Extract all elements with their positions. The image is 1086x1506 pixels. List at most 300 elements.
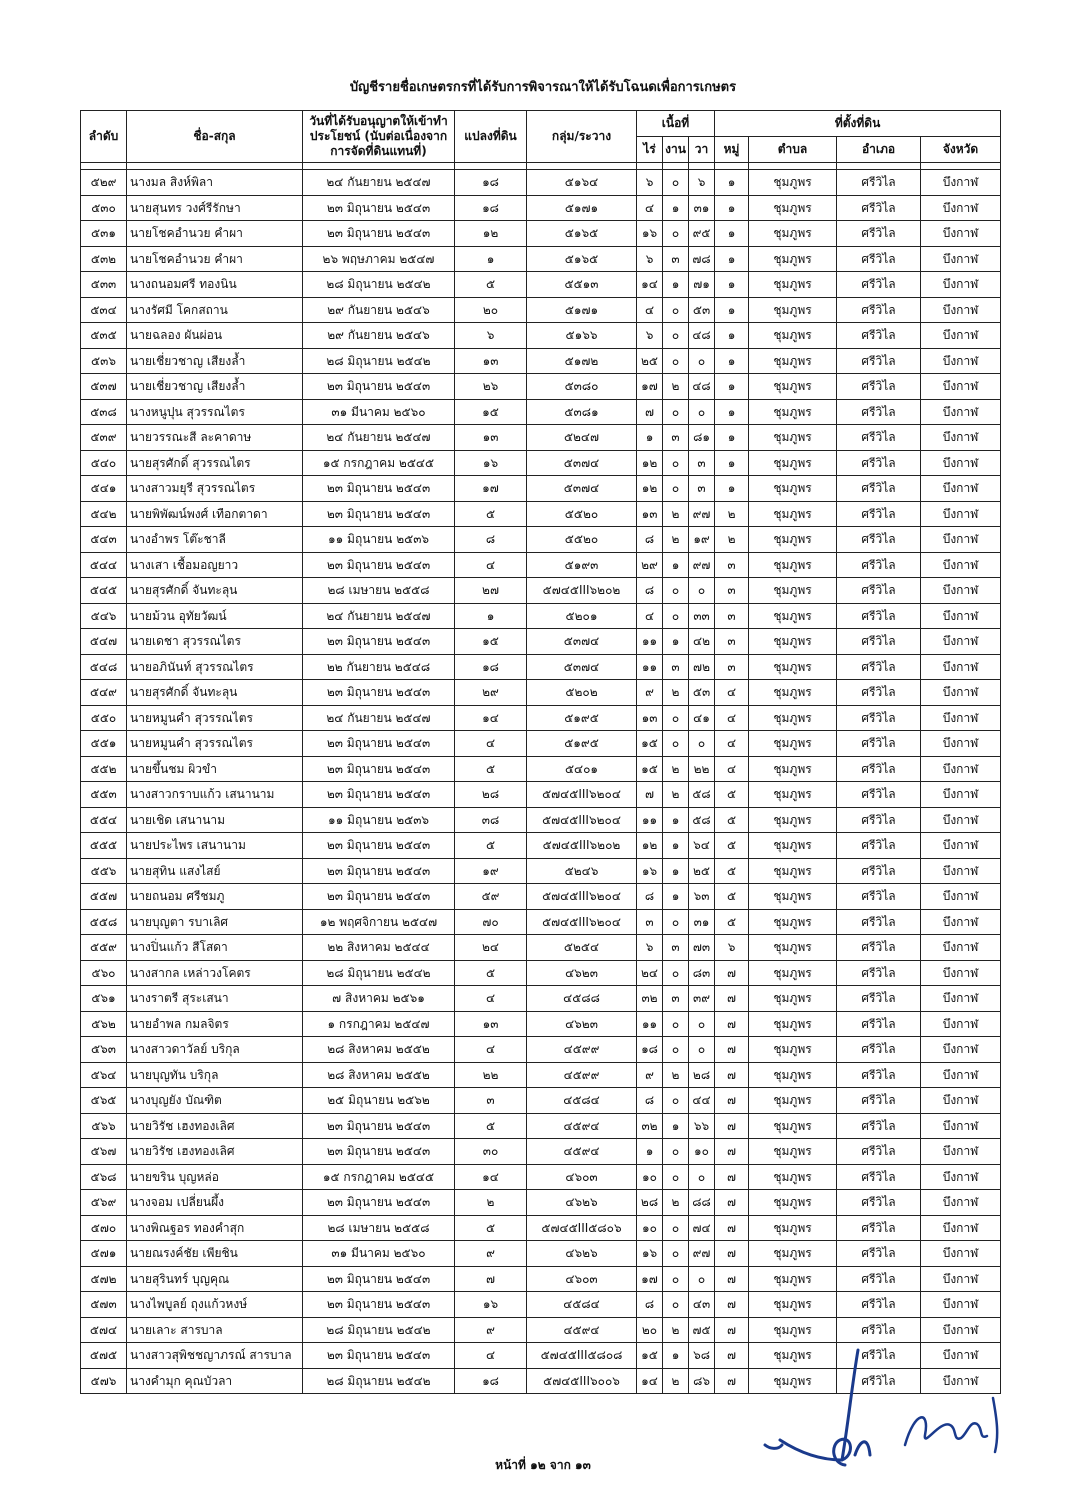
cell-wa: ๒๘ bbox=[689, 1062, 715, 1088]
cell-rai: ๗ bbox=[637, 782, 663, 808]
cell-amphoe: ศรีวิไล bbox=[837, 629, 921, 655]
cell-wa: ๕๓ bbox=[689, 297, 715, 323]
cell-rai: ๙ bbox=[637, 1062, 663, 1088]
cell-name: นายเดชา สุวรรณไตร bbox=[127, 629, 303, 655]
cell-ngan: ๐ bbox=[663, 578, 689, 604]
cell-rai: ๑๖ bbox=[637, 221, 663, 247]
cell-tambon: ชุมภูพร bbox=[749, 1011, 837, 1037]
cell-amphoe: ศรีวิไล bbox=[837, 680, 921, 706]
cell-ngan: ๑ bbox=[663, 1113, 689, 1139]
cell-wa: ๗๕ bbox=[689, 1317, 715, 1343]
table-row bbox=[81, 986, 1001, 1012]
cell-province: บึงกาฬ bbox=[921, 1317, 1001, 1343]
cell-name: นายโชคอำนวย คำผา bbox=[127, 221, 303, 247]
cell-wa: ๐ bbox=[689, 731, 715, 757]
cell-plot: ๒ bbox=[455, 1190, 527, 1216]
cell-amphoe: ศรีวิไล bbox=[837, 221, 921, 247]
table-row bbox=[81, 578, 1001, 604]
cell-date: ๒๒ กันยายน ๒๕๔๘ bbox=[303, 654, 455, 680]
cell-province: บึงกาฬ bbox=[921, 1241, 1001, 1267]
cell-amphoe: ศรีวิไล bbox=[837, 1241, 921, 1267]
cell-province: บึงกาฬ bbox=[921, 399, 1001, 425]
cell-plot: ๒๔ bbox=[455, 935, 527, 961]
cell-date: ๗ สิงหาคม ๒๕๖๑ bbox=[303, 986, 455, 1012]
cell-province: บึงกาฬ bbox=[921, 782, 1001, 808]
cell-group: ๕๗๔๕III๖๒๐๒ bbox=[527, 578, 637, 604]
cell-wa: ๕๘ bbox=[689, 782, 715, 808]
cell-moo: ๔ bbox=[715, 680, 749, 706]
cell-rai: ๑๕ bbox=[637, 1343, 663, 1369]
cell-moo: ๒ bbox=[715, 501, 749, 527]
cell-moo: ๓ bbox=[715, 629, 749, 655]
cell-group: ๕๑๗๑ bbox=[527, 297, 637, 323]
cell-rai: ๘ bbox=[637, 884, 663, 910]
cell-group: ๕๕๑๓ bbox=[527, 272, 637, 298]
cell-amphoe: ศรีวิไล bbox=[837, 603, 921, 629]
cell-wa: ๗๒ bbox=[689, 654, 715, 680]
cell-rai: ๑๗ bbox=[637, 374, 663, 400]
cell-date: ๑๒ พฤศจิกายน ๒๕๔๗ bbox=[303, 909, 455, 935]
cell-date: ๒๓ มิถุนายน ๒๕๔๓ bbox=[303, 833, 455, 859]
cell-group: ๕๕๒๐ bbox=[527, 501, 637, 527]
cell-ngan: ๑ bbox=[663, 833, 689, 859]
cell-name: นายวรรณะสี ละคาดาษ bbox=[127, 425, 303, 451]
cell-date: ๒๓ มิถุนายน ๒๕๔๓ bbox=[303, 884, 455, 910]
cell-date: ๒๓ มิถุนายน ๒๕๔๓ bbox=[303, 374, 455, 400]
cell-wa: ๓๑ bbox=[689, 195, 715, 221]
cell-moo: ๑ bbox=[715, 297, 749, 323]
cell-seq: ๕๖๑ bbox=[81, 986, 127, 1012]
table-row bbox=[81, 450, 1001, 476]
cell-tambon: ชุมภูพร bbox=[749, 501, 837, 527]
cell-plot: ๑๘ bbox=[455, 654, 527, 680]
cell-moo: ๓ bbox=[715, 603, 749, 629]
header-tambon: ตำบล bbox=[749, 137, 837, 163]
cell-amphoe: ศรีวิไล bbox=[837, 960, 921, 986]
cell-rai: ๑๕ bbox=[637, 756, 663, 782]
cell-amphoe: ศรีวิไล bbox=[837, 1343, 921, 1369]
cell-name: นางสาวสุพิชชญาภรณ์ สารบาล bbox=[127, 1343, 303, 1369]
cell-plot: ๑๘ bbox=[455, 170, 527, 196]
cell-rai: ๓๒ bbox=[637, 1113, 663, 1139]
cell-tambon: ชุมภูพร bbox=[749, 782, 837, 808]
signature-1 bbox=[760, 1345, 900, 1475]
cell-date: ๒๘ มิถุนายน ๒๕๔๒ bbox=[303, 272, 455, 298]
cell-amphoe: ศรีวิไล bbox=[837, 476, 921, 502]
cell-date: ๒๘ มิถุนายน ๒๕๔๒ bbox=[303, 960, 455, 986]
header-area: เนื้อที่ bbox=[637, 111, 715, 137]
cell-wa: ๕๓ bbox=[689, 680, 715, 706]
cell-province: บึงกาฬ bbox=[921, 909, 1001, 935]
cell-ngan: ๐ bbox=[663, 1241, 689, 1267]
table-row bbox=[81, 1190, 1001, 1216]
cell-tambon: ชุมภูพร bbox=[749, 960, 837, 986]
cell-moo: ๑ bbox=[715, 476, 749, 502]
cell-seq: ๕๖๘ bbox=[81, 1164, 127, 1190]
cell-rai: ๑๑ bbox=[637, 807, 663, 833]
cell-moo: ๗ bbox=[715, 1088, 749, 1114]
cell-moo: ๕ bbox=[715, 858, 749, 884]
cell-date: ๒๒ สิงหาคม ๒๕๔๔ bbox=[303, 935, 455, 961]
cell-plot: ๕ bbox=[455, 272, 527, 298]
cell-moo: ๕ bbox=[715, 782, 749, 808]
cell-province: บึงกาฬ bbox=[921, 552, 1001, 578]
cell-plot: ๓๘ bbox=[455, 807, 527, 833]
table-row bbox=[81, 1241, 1001, 1267]
cell-tambon: ชุมภูพร bbox=[749, 756, 837, 782]
cell-ngan: ๒ bbox=[663, 1368, 689, 1394]
cell-date: ๒๕ มิถุนายน ๒๕๖๒ bbox=[303, 1088, 455, 1114]
cell-plot: ๔ bbox=[455, 1343, 527, 1369]
cell-plot: ๒๖ bbox=[455, 374, 527, 400]
cell-tambon: ชุมภูพร bbox=[749, 858, 837, 884]
cell-name: นางราตรี สุระเสนา bbox=[127, 986, 303, 1012]
cell-province: บึงกาฬ bbox=[921, 858, 1001, 884]
cell-group: ๕๒๐๒ bbox=[527, 680, 637, 706]
cell-ngan: ๐ bbox=[663, 1292, 689, 1318]
cell-name: นายสุรินทร์ บุญคุณ bbox=[127, 1266, 303, 1292]
table-row bbox=[81, 756, 1001, 782]
cell-ngan: ๐ bbox=[663, 476, 689, 502]
cell-group: ๕๓๗๔ bbox=[527, 629, 637, 655]
cell-tambon: ชุมภูพร bbox=[749, 450, 837, 476]
cell-group: ๕๒๐๑ bbox=[527, 603, 637, 629]
cell-moo: ๗ bbox=[715, 1011, 749, 1037]
cell-plot: ๔ bbox=[455, 552, 527, 578]
cell-wa: ๔๒ bbox=[689, 629, 715, 655]
table-row bbox=[81, 1062, 1001, 1088]
cell-group: ๕๑๖๖ bbox=[527, 323, 637, 349]
spacer-row bbox=[81, 163, 1001, 170]
cell-ngan: ๐ bbox=[663, 1139, 689, 1165]
cell-group: ๔๖๒๖ bbox=[527, 1241, 637, 1267]
cell-date: ๒๘ สิงหาคม ๒๕๕๒ bbox=[303, 1037, 455, 1063]
table-row bbox=[81, 1037, 1001, 1063]
cell-tambon: ชุมภูพร bbox=[749, 1292, 837, 1318]
cell-amphoe: ศรีวิไล bbox=[837, 1164, 921, 1190]
cell-group: ๕๑๖๕ bbox=[527, 246, 637, 272]
cell-name: นางมล สิงห์พิลา bbox=[127, 170, 303, 196]
cell-plot: ๖ bbox=[455, 323, 527, 349]
cell-province: บึงกาฬ bbox=[921, 1062, 1001, 1088]
cell-plot: ๒๐ bbox=[455, 297, 527, 323]
cell-plot: ๘ bbox=[455, 527, 527, 553]
cell-tambon: ชุมภูพร bbox=[749, 1317, 837, 1343]
cell-name: นายสุนทร วงศ์รีรักษา bbox=[127, 195, 303, 221]
cell-province: บึงกาฬ bbox=[921, 756, 1001, 782]
cell-seq: ๕๕๕ bbox=[81, 833, 127, 859]
cell-amphoe: ศรีวิไล bbox=[837, 756, 921, 782]
cell-moo: ๑ bbox=[715, 221, 749, 247]
cell-tambon: ชุมภูพร bbox=[749, 246, 837, 272]
cell-tambon: ชุมภูพร bbox=[749, 1266, 837, 1292]
cell-tambon: ชุมภูพร bbox=[749, 705, 837, 731]
cell-moo: ๗ bbox=[715, 1164, 749, 1190]
cell-seq: ๕๖๔ bbox=[81, 1062, 127, 1088]
cell-moo: ๗ bbox=[715, 1190, 749, 1216]
cell-rai: ๖ bbox=[637, 170, 663, 196]
cell-plot: ๑๓ bbox=[455, 425, 527, 451]
cell-rai: ๑๑ bbox=[637, 654, 663, 680]
cell-amphoe: ศรีวิไล bbox=[837, 1317, 921, 1343]
cell-moo: ๗ bbox=[715, 1139, 749, 1165]
header-moo: หมู่ bbox=[715, 137, 749, 163]
cell-rai: ๘ bbox=[637, 1292, 663, 1318]
cell-date: ๒๓ มิถุนายน ๒๕๔๓ bbox=[303, 680, 455, 706]
table-row bbox=[81, 348, 1001, 374]
cell-name: นางรัศมี โคกสถาน bbox=[127, 297, 303, 323]
cell-seq: ๕๓๖ bbox=[81, 348, 127, 374]
cell-seq: ๕๖๙ bbox=[81, 1190, 127, 1216]
cell-group: ๕๔๐๑ bbox=[527, 756, 637, 782]
cell-tambon: ชุมภูพร bbox=[749, 348, 837, 374]
table-row bbox=[81, 399, 1001, 425]
cell-seq: ๕๖๖ bbox=[81, 1113, 127, 1139]
table-row bbox=[81, 552, 1001, 578]
header-group: กลุ่ม/ระวาง bbox=[527, 111, 637, 163]
cell-amphoe: ศรีวิไล bbox=[837, 782, 921, 808]
cell-wa: ๙๗ bbox=[689, 501, 715, 527]
cell-moo: ๑ bbox=[715, 195, 749, 221]
cell-name: นายหมูนคำ สุวรรณไตร bbox=[127, 705, 303, 731]
cell-ngan: ๐ bbox=[663, 399, 689, 425]
cell-seq: ๕๔๙ bbox=[81, 680, 127, 706]
cell-wa: ๘๓ bbox=[689, 960, 715, 986]
cell-plot: ๕ bbox=[455, 833, 527, 859]
cell-amphoe: ศรีวิไล bbox=[837, 807, 921, 833]
cell-rai: ๘ bbox=[637, 1088, 663, 1114]
cell-name: นายเชี่ยวชาญ เสียงล้ำ bbox=[127, 374, 303, 400]
cell-ngan: ๐ bbox=[663, 1037, 689, 1063]
cell-name: นางเสา เชื้อมอญยาว bbox=[127, 552, 303, 578]
cell-province: บึงกาฬ bbox=[921, 374, 1001, 400]
cell-seq: ๕๕๑ bbox=[81, 731, 127, 757]
cell-group: ๕๗๔๕III๖๒๐๔ bbox=[527, 909, 637, 935]
cell-province: บึงกาฬ bbox=[921, 195, 1001, 221]
cell-province: บึงกาฬ bbox=[921, 476, 1001, 502]
cell-rai: ๓๒ bbox=[637, 986, 663, 1012]
cell-wa: ๓๙ bbox=[689, 986, 715, 1012]
cell-tambon: ชุมภูพร bbox=[749, 374, 837, 400]
cell-name: นายณรงค์ชัย เพียชิน bbox=[127, 1241, 303, 1267]
cell-name: นายสุทิน แสงไสย์ bbox=[127, 858, 303, 884]
cell-name: นางหนูปุน สุวรรณไตร bbox=[127, 399, 303, 425]
cell-province: บึงกาฬ bbox=[921, 1368, 1001, 1394]
cell-date: ๒๓ มิถุนายน ๒๕๔๓ bbox=[303, 731, 455, 757]
cell-group: ๔๕๘๔ bbox=[527, 1292, 637, 1318]
cell-date: ๒๓ มิถุนายน ๒๕๔๓ bbox=[303, 858, 455, 884]
cell-moo: ๑ bbox=[715, 246, 749, 272]
cell-province: บึงกาฬ bbox=[921, 884, 1001, 910]
cell-wa: ๗๘ bbox=[689, 246, 715, 272]
cell-seq: ๕๗๔ bbox=[81, 1317, 127, 1343]
cell-tambon: ชุมภูพร bbox=[749, 629, 837, 655]
cell-date: ๒๓ มิถุนายน ๒๕๔๓ bbox=[303, 501, 455, 527]
cell-plot: ๕๙ bbox=[455, 884, 527, 910]
cell-ngan: ๒ bbox=[663, 1190, 689, 1216]
cell-date: ๒๘ เมษายน ๒๕๕๘ bbox=[303, 1215, 455, 1241]
cell-amphoe: ศรีวิไล bbox=[837, 527, 921, 553]
cell-plot: ๑๔ bbox=[455, 705, 527, 731]
cell-tambon: ชุมภูพร bbox=[749, 1088, 837, 1114]
cell-rai: ๑๖ bbox=[637, 1241, 663, 1267]
cell-moo: ๗ bbox=[715, 1113, 749, 1139]
cell-moo: ๗ bbox=[715, 1215, 749, 1241]
cell-name: นางพิณฐอร ทองคำสุก bbox=[127, 1215, 303, 1241]
cell-ngan: ๐ bbox=[663, 297, 689, 323]
cell-date: ๒๘ มิถุนายน ๒๕๔๒ bbox=[303, 1368, 455, 1394]
cell-amphoe: ศรีวิไล bbox=[837, 1292, 921, 1318]
cell-name: นายบุญทัน บริกุล bbox=[127, 1062, 303, 1088]
cell-seq: ๕๔๘ bbox=[81, 654, 127, 680]
header-amphoe: อำเภอ bbox=[837, 137, 921, 163]
cell-plot: ๕ bbox=[455, 1215, 527, 1241]
cell-tambon: ชุมภูพร bbox=[749, 654, 837, 680]
cell-tambon: ชุมภูพร bbox=[749, 221, 837, 247]
cell-ngan: ๐ bbox=[663, 705, 689, 731]
cell-rai: ๑๑ bbox=[637, 629, 663, 655]
cell-wa: ๘๖ bbox=[689, 1368, 715, 1394]
table-row bbox=[81, 960, 1001, 986]
cell-name: นายวิรัช เฮงทองเลิศ bbox=[127, 1139, 303, 1165]
cell-rai: ๖ bbox=[637, 323, 663, 349]
cell-tambon: ชุมภูพร bbox=[749, 527, 837, 553]
cell-province: บึงกาฬ bbox=[921, 603, 1001, 629]
table-row bbox=[81, 501, 1001, 527]
cell-moo: ๗ bbox=[715, 1317, 749, 1343]
cell-tambon: ชุมภูพร bbox=[749, 1113, 837, 1139]
cell-group: ๕๗๔๕III๕๘๐๖ bbox=[527, 1215, 637, 1241]
cell-plot: ๔ bbox=[455, 986, 527, 1012]
cell-group: ๔๖๐๓ bbox=[527, 1164, 637, 1190]
cell-province: บึงกาฬ bbox=[921, 425, 1001, 451]
cell-wa: ๐ bbox=[689, 1011, 715, 1037]
cell-date: ๒๓ มิถุนายน ๒๕๔๓ bbox=[303, 1266, 455, 1292]
cell-tambon: ชุมภูพร bbox=[749, 1241, 837, 1267]
cell-tambon: ชุมภูพร bbox=[749, 833, 837, 859]
cell-amphoe: ศรีวิไล bbox=[837, 654, 921, 680]
header-province: จังหวัด bbox=[921, 137, 1001, 163]
cell-province: บึงกาฬ bbox=[921, 1266, 1001, 1292]
header-rai: ไร่ bbox=[637, 137, 663, 163]
cell-ngan: ๐ bbox=[663, 348, 689, 374]
cell-rai: ๖ bbox=[637, 246, 663, 272]
cell-tambon: ชุมภูพร bbox=[749, 935, 837, 961]
cell-date: ๒๓ มิถุนายน ๒๕๔๓ bbox=[303, 476, 455, 502]
cell-province: บึงกาฬ bbox=[921, 246, 1001, 272]
table-row bbox=[81, 1292, 1001, 1318]
table-row bbox=[81, 1266, 1001, 1292]
cell-moo: ๔ bbox=[715, 705, 749, 731]
cell-province: บึงกาฬ bbox=[921, 986, 1001, 1012]
cell-plot: ๒๙ bbox=[455, 680, 527, 706]
cell-amphoe: ศรีวิไล bbox=[837, 170, 921, 196]
cell-group: ๕๓๗๔ bbox=[527, 654, 637, 680]
cell-wa: ๑๐ bbox=[689, 1139, 715, 1165]
cell-rai: ๙ bbox=[637, 680, 663, 706]
cell-moo: ๑ bbox=[715, 272, 749, 298]
table-row bbox=[81, 935, 1001, 961]
cell-wa: ๔๓ bbox=[689, 1292, 715, 1318]
cell-date: ๒๘ เมษายน ๒๕๕๘ bbox=[303, 578, 455, 604]
table-row bbox=[81, 297, 1001, 323]
cell-province: บึงกาฬ bbox=[921, 527, 1001, 553]
cell-seq: ๕๓๐ bbox=[81, 195, 127, 221]
cell-moo: ๑ bbox=[715, 399, 749, 425]
table-row bbox=[81, 680, 1001, 706]
cell-plot: ๙ bbox=[455, 1241, 527, 1267]
cell-wa: ๔๘ bbox=[689, 374, 715, 400]
cell-seq: ๕๗๑ bbox=[81, 1241, 127, 1267]
cell-province: บึงกาฬ bbox=[921, 935, 1001, 961]
cell-group: ๕๗๔๕III๖๒๐๔ bbox=[527, 807, 637, 833]
header-plot: แปลงที่ดิน bbox=[455, 111, 527, 163]
cell-plot: ๕ bbox=[455, 501, 527, 527]
table-row bbox=[81, 1113, 1001, 1139]
cell-amphoe: ศรีวิไล bbox=[837, 348, 921, 374]
cell-amphoe: ศรีวิไล bbox=[837, 297, 921, 323]
cell-plot: ๑ bbox=[455, 603, 527, 629]
cell-wa: ๙๗ bbox=[689, 552, 715, 578]
cell-province: บึงกาฬ bbox=[921, 1113, 1001, 1139]
cell-tambon: ชุมภูพร bbox=[749, 1139, 837, 1165]
cell-plot: ๑๓ bbox=[455, 1011, 527, 1037]
cell-rai: ๒๐ bbox=[637, 1317, 663, 1343]
cell-ngan: ๒ bbox=[663, 1317, 689, 1343]
cell-tambon: ชุมภูพร bbox=[749, 1037, 837, 1063]
cell-group: ๔๖๐๓ bbox=[527, 1266, 637, 1292]
cell-seq: ๕๕๔ bbox=[81, 807, 127, 833]
cell-province: บึงกาฬ bbox=[921, 221, 1001, 247]
cell-group: ๕๗๔๕III๖๒๐๔ bbox=[527, 884, 637, 910]
cell-rai: ๑ bbox=[637, 1139, 663, 1165]
cell-plot: ๗ bbox=[455, 1266, 527, 1292]
cell-seq: ๕๓๔ bbox=[81, 297, 127, 323]
cell-seq: ๕๗๒ bbox=[81, 1266, 127, 1292]
cell-rai: ๑๔ bbox=[637, 272, 663, 298]
header-wa: วา bbox=[689, 137, 715, 163]
cell-rai: ๑๐ bbox=[637, 1164, 663, 1190]
cell-seq: ๕๒๙ bbox=[81, 170, 127, 196]
cell-name: นายสุรศักดิ์ จันทะลุน bbox=[127, 680, 303, 706]
cell-rai: ๑๒ bbox=[637, 450, 663, 476]
table-row bbox=[81, 705, 1001, 731]
header-location: ที่ตั้งที่ดิน bbox=[715, 111, 1001, 137]
table-row bbox=[81, 1317, 1001, 1343]
cell-rai: ๔ bbox=[637, 195, 663, 221]
table-row bbox=[81, 272, 1001, 298]
cell-province: บึงกาฬ bbox=[921, 501, 1001, 527]
cell-date: ๒๓ มิถุนายน ๒๕๔๓ bbox=[303, 629, 455, 655]
cell-seq: ๕๓๙ bbox=[81, 425, 127, 451]
cell-plot: ๓ bbox=[455, 1088, 527, 1114]
cell-date: ๒๓ มิถุนายน ๒๕๔๓ bbox=[303, 1292, 455, 1318]
cell-amphoe: ศรีวิไล bbox=[837, 552, 921, 578]
cell-name: นายสุรศักดิ์ จันทะลุน bbox=[127, 578, 303, 604]
cell-moo: ๑ bbox=[715, 323, 749, 349]
cell-province: บึงกาฬ bbox=[921, 1139, 1001, 1165]
header-date: วันที่ได้รับอนุญาตให้เข้าทำประโยชน์ (นับต่อเนื่องจากการจัดที่ดินแทนที่) bbox=[303, 111, 455, 163]
cell-province: บึงกาฬ bbox=[921, 833, 1001, 859]
cell-plot: ๑๘ bbox=[455, 1368, 527, 1394]
cell-province: บึงกาฬ bbox=[921, 705, 1001, 731]
cell-amphoe: ศรีวิไล bbox=[837, 246, 921, 272]
cell-province: บึงกาฬ bbox=[921, 1088, 1001, 1114]
cell-rai: ๓ bbox=[637, 909, 663, 935]
cell-tambon: ชุมภูพร bbox=[749, 1215, 837, 1241]
cell-moo: ๕ bbox=[715, 884, 749, 910]
cell-group: ๕๒๔๗ bbox=[527, 425, 637, 451]
